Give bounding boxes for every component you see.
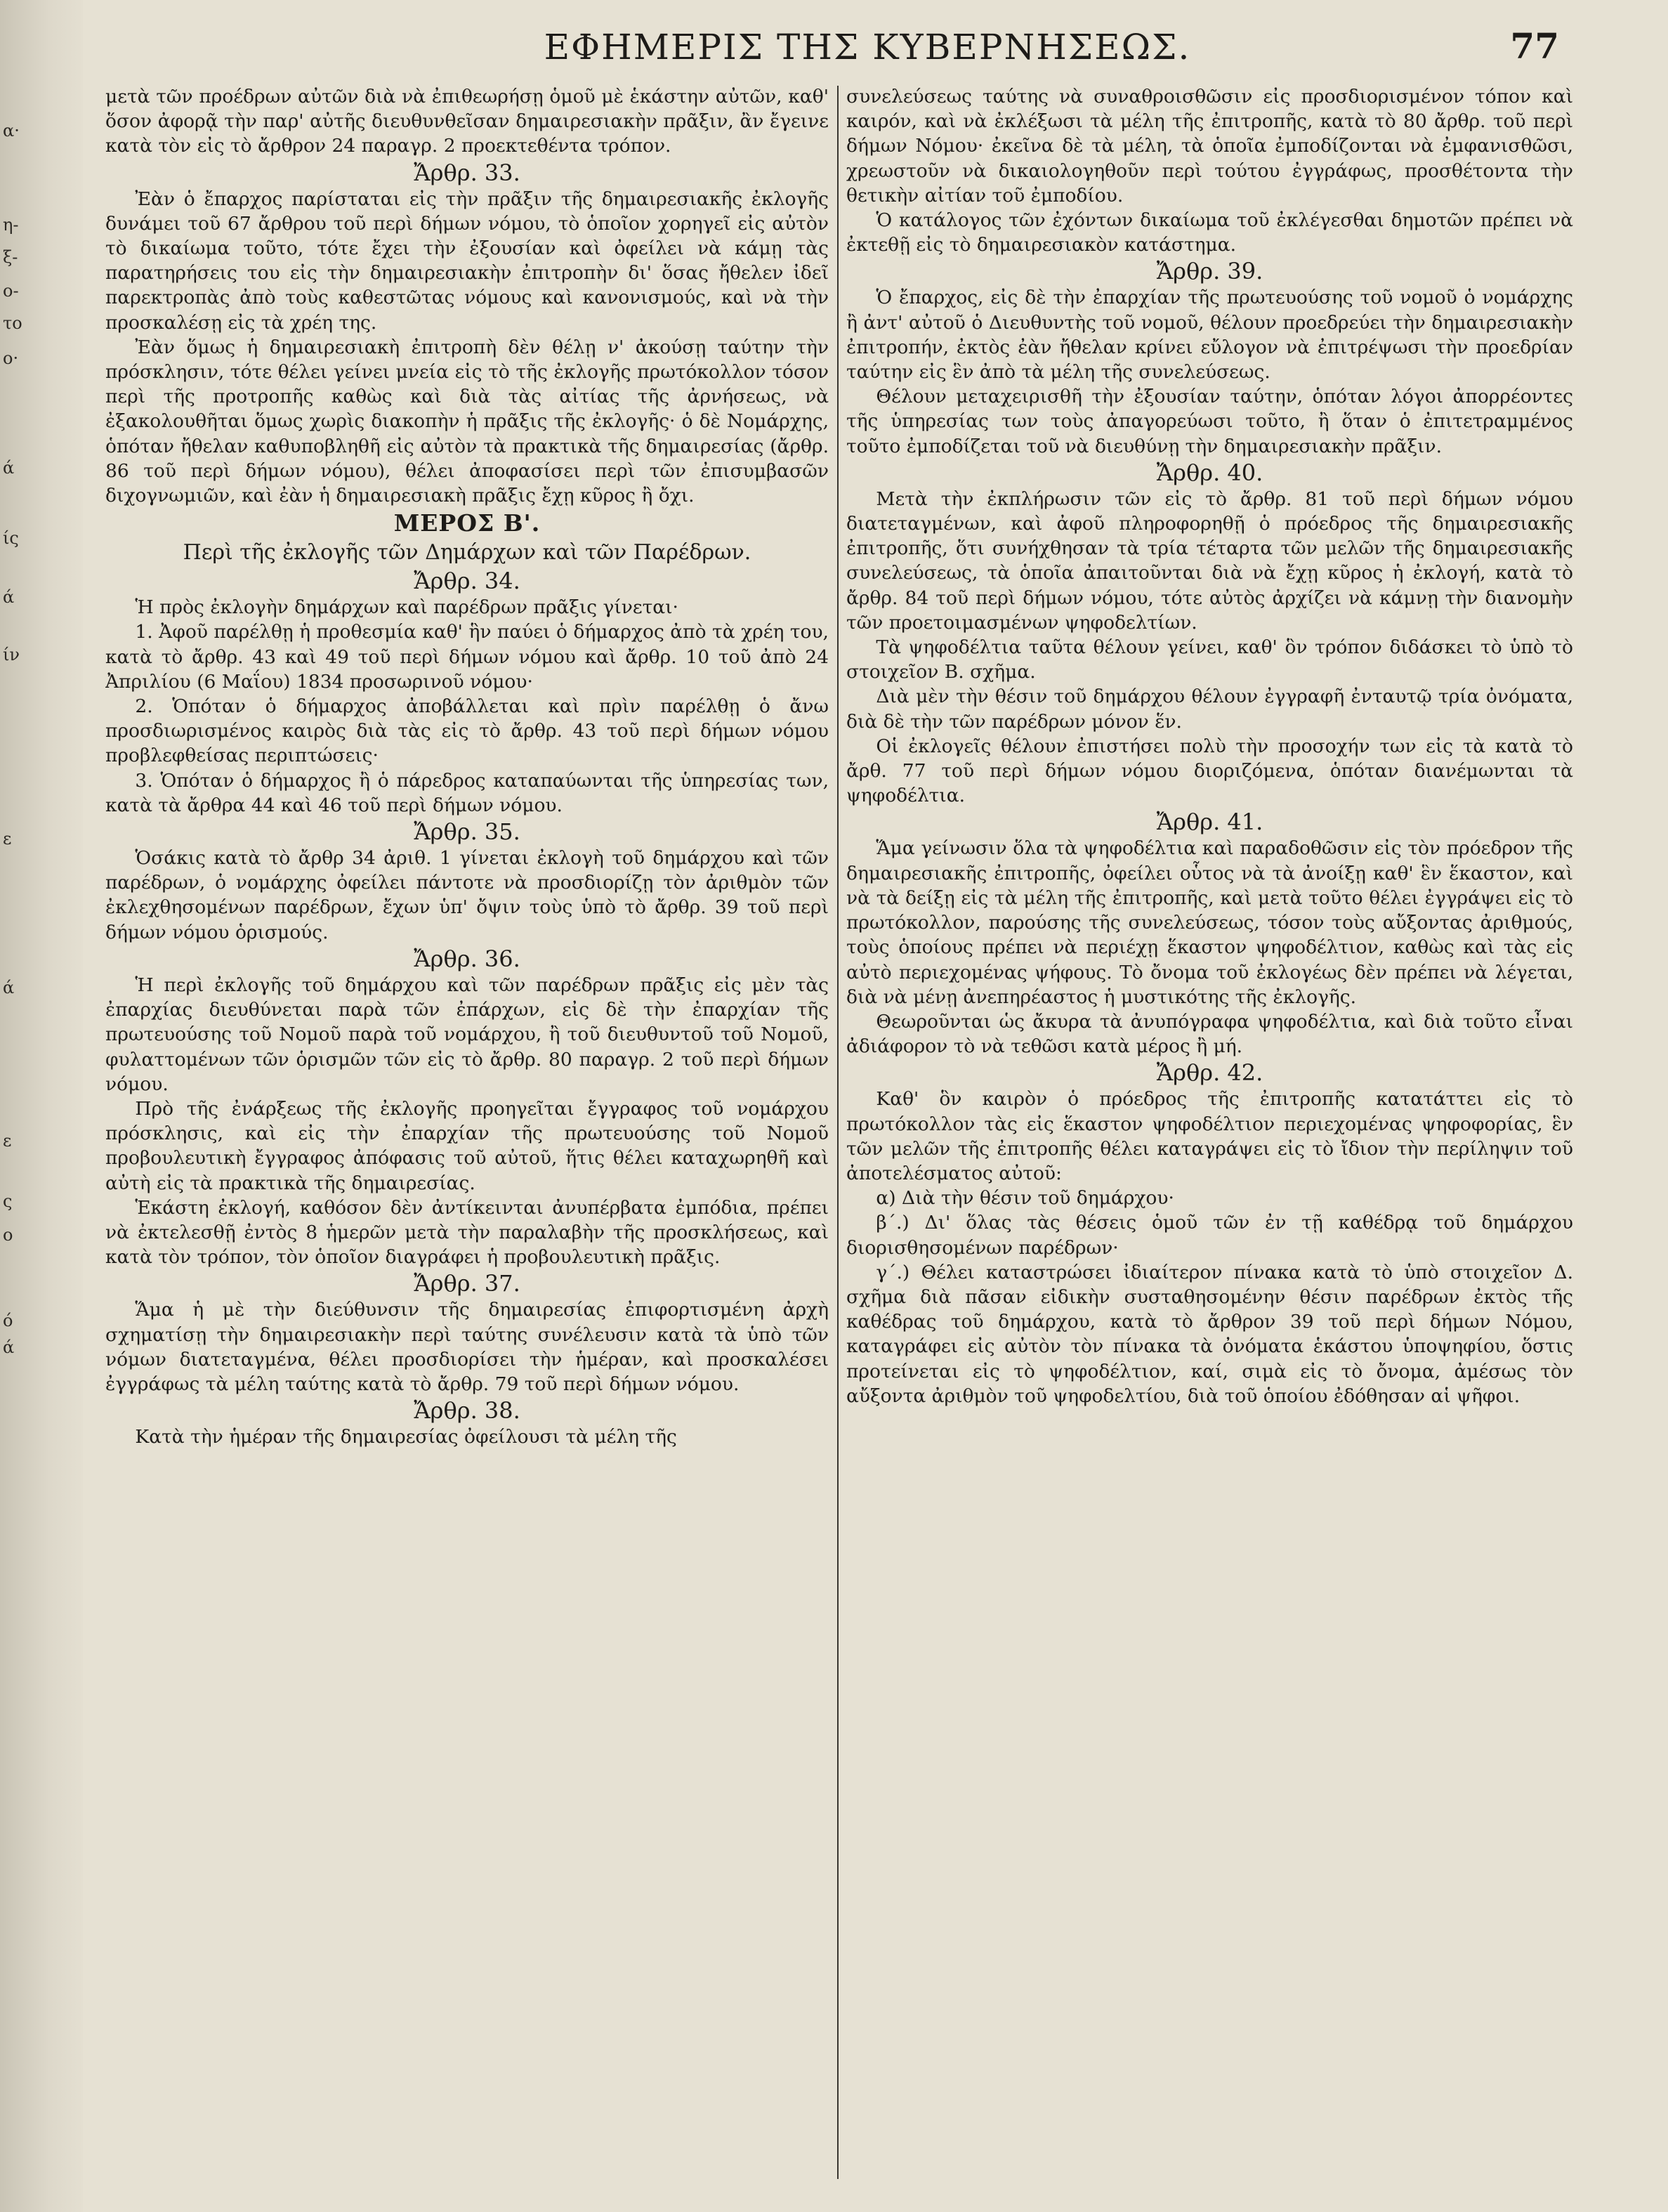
margin-fragment: ς <box>3 1191 13 1211</box>
margin-fragment: ό <box>3 1311 13 1330</box>
paragraph: Ὁ κατάλογος τῶν ἐχόντων δικαίωμα τοῦ ἐκλέγεσθαι δημοτῶν πρέπει νὰ ἐκτεθῇ εἰς τὸ δημαιρεσιακὸν κατάστημα. <box>846 209 1573 256</box>
paragraph: Διὰ μὲν τὴν θέσιν τοῦ δημάρχου θέλουν ἐγγραφῆ ἐνταυτῷ τρία ὀνόματα, διὰ δὲ τὴν τῶν παρέδρων μόνον ἕν. <box>846 686 1573 733</box>
section-subtitle: Περὶ τῆς ἐκλογῆς τῶν Δημάρχων καὶ τῶν Παρέδρων. <box>183 540 751 565</box>
article-heading-40: Ἄρθρ. 40. <box>1156 459 1263 486</box>
newspaper-title: ΕΦΗΜΕΡΙΣ ΤΗΣ ΚΥΒΕΡΝΗΣΕΩΣ. <box>544 27 1191 67</box>
right-column <box>846 84 1573 2185</box>
paragraph: Μετὰ τὴν ἐκπλήρωσιν τῶν εἰς τὸ ἄρθρ. 81 τοῦ περὶ δήμων νόμου διατεταγμένων, καὶ ἀφοῦ πληροφορηθῇ ὁ πρόεδρος τῆς δημαιρεσιακῆς ἐπιτροπῆς, ὅτι συνήχθησαν τὰ τρία τέταρτα τῶν μελῶν τῆς δημαιρεσιακῆς συνελεύσεως, τὰ ὁποῖα ἀπαιτοῦνται διὰ νὰ ἔχῃ κῦρος ἡ ἐκλογή, κατὰ τὸ ἄρθρ. 84 τοῦ περὶ δήμων νόμου, τότε αὐτὸς ἀρχίζει νὰ κάμνῃ τὴν διανομὴν τῶν προετοιμασμένων ψηφοδελτίων. <box>846 487 1573 634</box>
paragraph: Ἅμα γείνωσιν ὅλα τὰ ψηφοδέλτια καὶ παραδοθῶσιν εἰς τὸν πρόεδρον τῆς δημαιρεσιακῆς ἐπιτροπῆς, ὀφείλει οὗτος νὰ τὰ ἀνοίξῃ καθ' ἓν ἕκαστον, καὶ νὰ τὰ δείξῃ εἰς τὰ μέλη τῆς ἐπιτροπῆς, καὶ μετὰ τοῦτο θέλει ἐγγράψει εἰς τὸ πρωτόκολλον, παρούσης τῆς συνελεύσεως, τόσον τοὺς αὔξοντας ἀριθμούς, τοὺς ὁποίους πρέπει νὰ περιέχῃ ἕκαστον ψηφοδέλτιον, καθὼς καὶ τὰς εἰς αὐτὸ περιεχομένας ψήφους. Τὸ ὄνομα τοῦ ἐκλογέως δὲν πρέπει νὰ λέγεται, διὰ νὰ μένῃ ἀνεπηρέαστος ἡ μυστικότης τῆς ἐκλογῆς. <box>846 837 1573 1008</box>
paragraph: Οἱ ἐκλογεῖς θέλουν ἐπιστήσει πολὺ τὴν προσοχήν των εἰς τὰ κατὰ τὸ ἄρθ. 77 τοῦ περὶ δήμων νόμου διοριζόμενα, ὁπόταν διανέμωνται τὰ ψηφοδέλτια. <box>846 735 1573 807</box>
margin-fragment: ά <box>3 1337 15 1357</box>
column-divider <box>837 86 839 2179</box>
paragraph: Ἡ πρὸς ἐκλογὴν δημάρχων καὶ παρέδρων πρᾶξις γίνεται· <box>135 596 678 619</box>
article-heading-38: Ἄρθρ. 38. <box>414 1397 520 1425</box>
margin-fragment: α· <box>3 121 20 140</box>
margin-fragment: το <box>3 313 22 333</box>
article-heading-42: Ἄρθρ. 42. <box>1156 1059 1263 1087</box>
margin-fragment: ά <box>3 458 15 478</box>
paragraph: Ἡ περὶ ἐκλογῆς τοῦ δημάρχου καὶ τῶν παρέδρων πρᾶξις εἰς μὲν τὰς ἐπαρχίας διευθύνεται παρὰ τῶν ἐπάρχων, εἰς δὲ τὴν ἐπαρχίαν τῆς πρωτευούσης τοῦ Νομοῦ παρὰ τοῦ νομάρχου, ἢ τοῦ διευθυντοῦ τοῦ Νομοῦ, φυλαττομένων τῶν ὁρισμῶν τῶν εἰς τὸ ἄρθρ. 80 παραγρ. 2 τοῦ περὶ δήμων νόμου. <box>105 974 829 1095</box>
article-heading-39: Ἄρθρ. 39. <box>1156 258 1263 285</box>
paragraph: Ἅμα ἡ μὲ τὴν διεύθυνσιν τῆς δημαιρεσίας ἐπιφορτισμένη ἀρχὴ σχηματίσῃ τὴν δημαιρεσιακὴν περὶ ταύτης συνέλευσιν κατὰ τὰ ὑπὸ τῶν νόμων διατεταγμένα, θέλει προσδιορίσει τὴν ἡμέραν, καὶ προσκαλέσει ἐγγράφως τὰ μέλη ταύτης κατὰ τὸ ἄρθρ. 79 τοῦ περὶ δήμων νόμου. <box>105 1299 829 1395</box>
article-heading-35: Ἄρθρ. 35. <box>414 818 520 846</box>
paragraph: Ἐὰν ὅμως ἡ δημαιρεσιακὴ ἐπιτροπὴ δὲν θέλῃ ν' ἀκούσῃ ταύτην τὴν πρόσκλησιν, τότε θέλει γείνει μνεία εἰς τὸ τῆς ἐκλογῆς πρωτόκολλον τόσον περὶ τῆς προτροπῆς καθὼς καὶ διὰ τὰς αἰτίας τῆς ἀρνήσεως, νὰ ἐξακολουθῆται ὅμως χωρὶς διακοπὴν ἡ πρᾶξις τῆς ἐκλογῆς· ὁ δὲ Νομάρχης, ὁπόταν ἤθελαν καθυποβληθῆ εἰς αὐτὸν τὰ πρακτικὰ τῆς δημαιρεσίας (ἄρθρ. 86 τοῦ περὶ δήμων νόμου), θέλει ἀποφασίσει περὶ τῶν ἐπισυμβασῶν διχογνωμιῶν, καὶ ἐὰν ἡ δημαιρεσιακὴ πρᾶξις ἔχῃ κῦρος ἢ ὄχι. <box>105 336 829 507</box>
margin-fragment: ίς <box>3 528 19 548</box>
article-heading-41: Ἄρθρ. 41. <box>1156 809 1263 836</box>
list-item: 2. Ὁπόταν ὁ δήμαρχος ἀποβάλλεται καὶ πρὶν παρέλθῃ ὁ ἄνω προσδιωρισμένος καιρὸς διὰ τὰς εἰς τὸ ἄρθρ. 43 τοῦ περὶ δήμων νόμου προβλεφθείσας περιπτώσεις· <box>105 695 829 767</box>
article-heading-34: Ἄρθρ. 34. <box>414 568 520 595</box>
margin-fragment: ε <box>3 1131 12 1151</box>
paragraph: Θέλουν μεταχειρισθῆ τὴν ἐξουσίαν ταύτην, ὁπόταν λόγοι ἀπορρέοντες τῆς ὑπηρεσίας των τοὺς ἀπαγορεύωσι τοῦτο, ἢ ὅταν ὁ ἐπιτετραμμένος τοῦτο ἐμποδίζεται τοῦ νὰ διευθύνῃ τὴν δημαιρεσιακὴν πρᾶξιν. <box>846 386 1573 457</box>
section-heading: ΜΕΡΟΣ Β'. <box>393 509 541 537</box>
article-heading-33: Ἄρθρ. 33. <box>414 159 520 186</box>
page-number: 77 <box>1510 25 1559 67</box>
paragraph: Ἐὰν ὁ ἔπαρχος παρίσταται εἰς τὴν πρᾶξιν τῆς δημαιρεσιακῆς ἐκλογῆς δυνάμει τοῦ 67 ἄρθρου τοῦ περὶ δήμων νόμου, τὸ ὁποῖον χορηγεῖ εἰς αὐτὸν τὸ δικαίωμα τοῦτο, τότε ἔχει τὴν ἐξουσίαν καὶ ὀφείλει νὰ κάμῃ τὰς παρατηρήσεις του εἰς τὴν δημαιρεσιακὴν ἐπιτροπὴν δι' ὅσας ἤθελεν ἰδεῖ παρεκτροπὰς ἀπὸ τοὺς καθεστῶτας νόμους καὶ κανονισμούς, καὶ νὰ τὴν προσκαλέσῃ εἰς τὰ χρέη της. <box>105 188 829 334</box>
paragraph: Καθ' ὃν καιρὸν ὁ πρόεδρος τῆς ἐπιτροπῆς κατατάττει εἰς τὸ πρωτόκολλον τὰς εἰς ἕκαστον ψηφοδέλτιον περιεχομένας ψηφοφορίας, ἓν τῶν μελῶν τῆς ἐπιτροπῆς θέλει καταγράψει εἰς τὸ ἴδιον τὴν περίληψιν τοῦ ἀποτελέσματος αὐτοῦ: <box>846 1088 1573 1184</box>
paragraph: Κατὰ τὴν ἡμέραν τῆς δημαιρεσίας ὀφείλουσι τὰ μέλη τῆς <box>135 1426 677 1448</box>
margin-fragment: ά <box>3 978 15 997</box>
paragraph: Ὁσάκις κατὰ τὸ ἄρθρ 34 ἀριθ. 1 γίνεται ἐκλογὴ τοῦ δημάρχου καὶ τῶν παρέδρων, ὁ νομάρχης ὀφείλει πάντοτε νὰ προσδιορίζῃ τὸν ἀριθμὸν τῶν ἐκλεχθησομένων παρέδρων, ἔχων ὑπ' ὄψιν τοὺς ὑπὸ τὸ ἄρθρ. 39 τοῦ περὶ δήμων νόμου ὁρισμούς. <box>105 847 829 943</box>
paragraph: Πρὸ τῆς ἐνάρξεως τῆς ἐκλογῆς προηγεῖται ἔγγραφος τοῦ νομάρχου πρόσκλησις, καὶ εἰς τὴν ἐπαρχίαν τῆς πρωτευούσης τοῦ Νομοῦ προβουλευτικὴ ἔγγραφος ἀπόφασις τοῦ αὐτοῦ, ἥτις θέλει καταχωρηθῆ καὶ αὐτὴ εἰς τὰ πρακτικὰ τῆς δημαιρεσίας. <box>105 1097 829 1194</box>
margin-fragment: ξ- <box>3 247 18 267</box>
article-heading-37: Ἄρθρ. 37. <box>414 1270 520 1297</box>
margin-fragment: ο· <box>3 348 19 368</box>
article-heading-36: Ἄρθρ. 36. <box>414 945 520 972</box>
page-header <box>91 25 1566 74</box>
list-item: 3. Ὁπόταν ὁ δήμαρχος ἢ ὁ πάρεδρος καταπαύωνται τῆς ὑπηρεσίας των, κατὰ τὰ ἄρθρα 44 καὶ 46 τοῦ περὶ δήμων νόμου. <box>105 769 829 816</box>
margin-fragment: ο- <box>3 281 19 301</box>
margin-fragment: η- <box>3 215 19 235</box>
paragraph: συνελεύσεως ταύτης νὰ συναθροισθῶσιν εἰς προσδιορισμένον τόπον καὶ καιρόν, καὶ νὰ ἐκλέξωσι τὰ μέλη τῆς ἐπιτροπῆς, κατὰ τὸ 80 ἄρθρ. τοῦ περὶ δήμων Νόμου· ἐκεῖνα δὲ τὰ μέλη, τὰ ὁποῖα ἐμποδίζονται νὰ ἐμφανισθῶσι, χρεωστοῦν νὰ δικαιολογηθοῦν περὶ τούτου ἐγγράφως, προσθέτοντα τὴν θετικὴν αἰτίαν τοῦ ἐμποδίου. <box>846 86 1573 207</box>
list-item: 1. Ἀφοῦ παρέλθῃ ἡ προθεσμία καθ' ἣν παύει ὁ δήμαρχος ἀπὸ τὰ χρέη του, κατὰ τὸ ἄρθρ. 43 καὶ 49 τοῦ περὶ δήμων νόμου καὶ ἄρθρ. 10 τοῦ ἀπὸ 24 Ἀπριλίου (6 Μαΐου) 1834 προσωρινοῦ νόμου· <box>105 621 829 693</box>
paragraph: Τὰ ψηφοδέλτια ταῦτα θέλουν γείνει, καθ' ὃν τρόπον διδάσκει τὸ ὑπὸ τὸ στοιχεῖον Β. σχῆμα. <box>846 636 1573 683</box>
margin-fragment: ε <box>3 829 12 849</box>
margin-fragment: ίν <box>3 645 20 665</box>
list-item: α) Διὰ τὴν θέσιν τοῦ δημάρχου· <box>876 1187 1174 1210</box>
margin-fragment: ο <box>3 1225 13 1245</box>
paragraph: Θεωροῦνται ὡς ἄκυρα τὰ ἀνυπόγραφα ψηφοδέλτια, καὶ διὰ τοῦτο εἶναι ἀδιάφορον τὸ νὰ τεθῶσι κατὰ μέρος ἢ μή. <box>846 1010 1573 1058</box>
paragraph: Ἑκάστη ἐκλογή, καθόσον δὲν ἀντίκεινται ἀνυπέρβατα ἐμπόδια, πρέπει νὰ ἐκτελεσθῇ ἐντὸς 8 ἡμερῶν μετὰ τὴν παραλαβὴν τῆς προσκλήσεως, καὶ κατὰ τὸν τρόπον, τὸν ὁποῖον διαγράφει ἡ προβουλευτικὴ πρᾶξις. <box>105 1196 829 1269</box>
left-column <box>105 84 829 2185</box>
previous-page-margin <box>0 0 83 2212</box>
margin-fragment: ά <box>3 587 15 607</box>
list-item: γ΄.) Θέλει καταστρώσει ἰδιαίτερον πίνακα κατὰ τὸ ὑπὸ στοιχεῖον Δ. σχῆμα διὰ πᾶσαν εἰδικὴν συσταθησομένην θέσιν παρέδρων ἐκτὸς τῆς καθέδρας τοῦ δημάρχου, κατὰ τὸ ἄρθρον 39 τοῦ περὶ δήμων Νόμου, καταγράφει εἰς αὐτὸν τὸν πίνακα τὰ ὀνόματα ἑκάστου ὑποψηφίου, ὅστις προτείνεται εἰς τὸ ψηφοδέλτιον, καί, σιμὰ εἰς τὸ ὄνομα, ἀμέσως τὸν αὔξοντα ἀριθμὸν τοῦ ψηφοδελτίου, διὰ τοῦ ὁποίου ἐδόθησαν αἱ ψῆφοι. <box>846 1261 1573 1407</box>
list-item: β΄.) Δι' ὅλας τὰς θέσεις ὁμοῦ τῶν ἐν τῇ καθέδρᾳ τοῦ δημάρχου διορισθησομένων παρέδρων· <box>846 1212 1573 1259</box>
paragraph: μετὰ τῶν προέδρων αὐτῶν διὰ νὰ ἐπιθεωρήσῃ ὁμοῦ μὲ ἑκάστην αὐτῶν, καθ' ὅσον ἀφορᾷ τὴν παρ' αὐτῆς διευθυνθεῖσαν δημαιρεσιακὴν πρᾶξιν, ἂν ἔγεινε κατὰ τὸν εἰς τὸ ἄρθρον 24 παραγρ. 2 προεκτεθέντα τρόπον. <box>105 86 829 157</box>
paragraph: Ὁ ἔπαρχος, εἰς δὲ τὴν ἐπαρχίαν τῆς πρωτευούσης τοῦ νομοῦ ὁ νομάρχης ἢ ἀντ' αὐτοῦ ὁ Διευθυντὴς τοῦ νομοῦ, θέλουν προεδρεύει τὴν δημαιρεσιακὴν ἐπιτροπήν, ἐκτὸς ἐὰν ἤθελαν κρίνει εὔλογον νὰ ἐπιτρέψωσι τὴν προεδρίαν ταύτην εἰς ἓν ἀπὸ τὰ μέλη τῆς συνελεύσεως. <box>846 287 1573 384</box>
